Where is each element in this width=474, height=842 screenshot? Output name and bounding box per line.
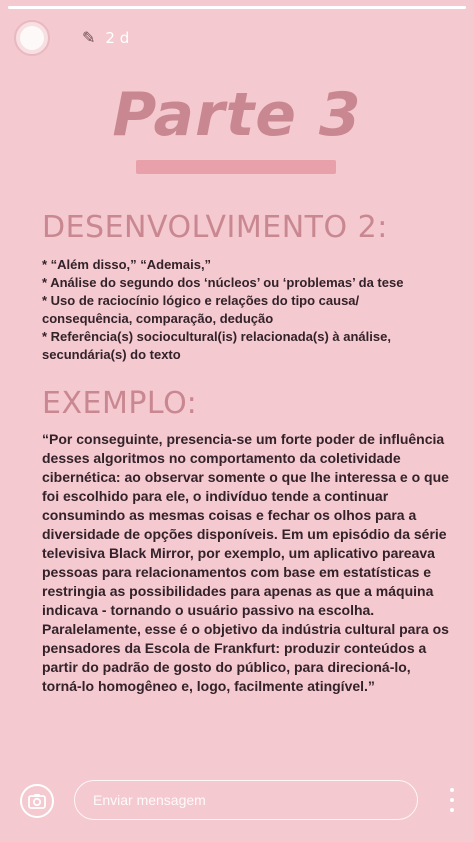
message-input[interactable]	[74, 780, 418, 820]
list-item: * Referência(s) sociocultural(is) relacionada(s) à análise, secundária(s) do texto	[42, 329, 391, 362]
title-underline	[136, 160, 336, 174]
story-progress-fill	[8, 6, 466, 9]
section-heading-exemplo: EXEMPLO:	[42, 386, 198, 421]
story-time: 2 d	[105, 29, 130, 47]
story-header	[14, 20, 129, 56]
story-progress-bar	[8, 6, 466, 9]
slide-title: Parte 3	[112, 80, 362, 150]
camera-icon[interactable]	[20, 784, 54, 818]
pencil-icon: ✎	[82, 30, 96, 47]
example-paragraph: “Por conseguinte, presencia-se um forte poder de influência desses algoritmos no comportamento da coletividade cibernética: ao observar somente o que lhe interessa e o que foi escolhido para ele, o indivíduo tende a continuar consumindo as mesmas coisas e fechar os olhos para a diversidade de opções disponíveis. Em um episódio da série televisiva Black Mirror, por exemplo, um aplicativo pareava pessoas para relacionamentos com base em estatísticas e restringia as possibilidades para apenas as que a máquina indicava - tornando o usuário passivo na escolha. Paralelamente, esse é o objetivo da indústria cultural para os pensadores da Escola de Frankfurt: produzir conteúdos a partir do padrão de gosto do público, para direcioná-lo, torná-lo homogêneo e, logo, facilmente atingível.”	[42, 431, 449, 694]
section-heading-desenvolvimento: DESENVOLVIMENTO 2:	[42, 210, 388, 245]
list-item: * Análise do segundo dos ‘núcleos’ ou ‘problemas’ da tese	[42, 275, 404, 290]
avatar-icon[interactable]	[14, 20, 50, 56]
list-item: * Uso de raciocínio lógico e relações do tipo causa/ consequência, comparação, dedução	[42, 293, 360, 326]
bullet-list	[42, 256, 452, 364]
story-footer	[0, 772, 474, 842]
more-options-icon[interactable]	[446, 788, 458, 812]
list-item: * “Além disso,” “Ademais,”	[42, 257, 212, 272]
